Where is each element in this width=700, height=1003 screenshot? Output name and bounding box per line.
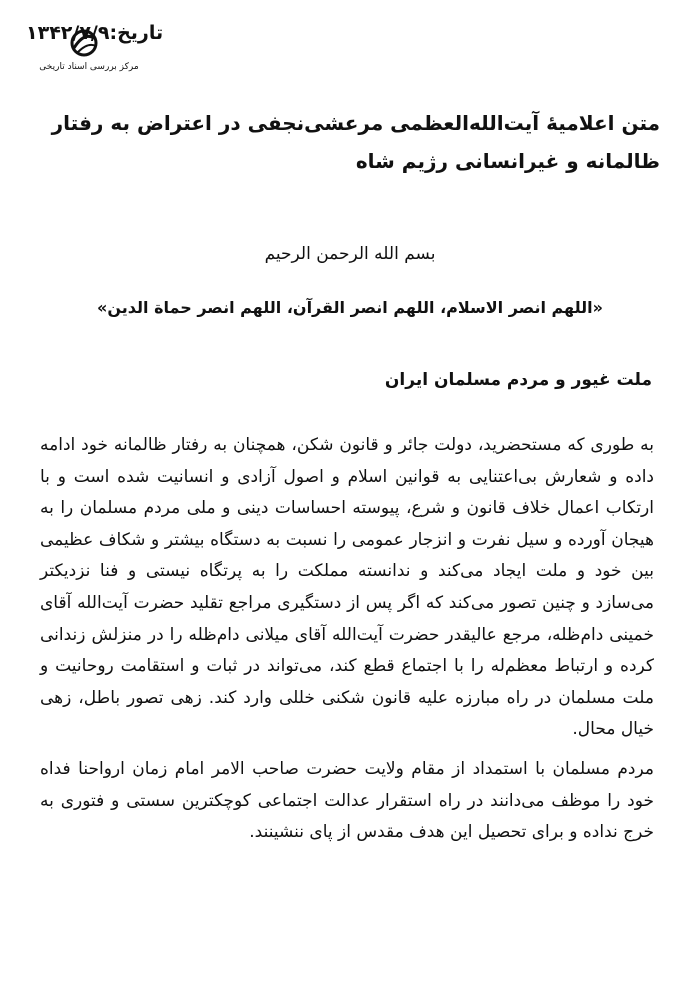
archive-caption: مرکز بررسی اسناد تاریخی xyxy=(39,62,139,72)
document-title: متن اعلامیهٔ آیت‌الله‌العظمی مرعشی‌نجفی در اعتراض به رفتار ظالمانه و غیرانسانی رژیم شاه xyxy=(51,111,660,173)
salutation: ملت غیور و مردم مسلمان ایران xyxy=(384,370,652,390)
document-date: تاریخ:۱۳۴۲/۷/۹ xyxy=(26,22,164,44)
basmala: بسم الله الرحمن الرحیم xyxy=(264,244,436,264)
paragraph: به طوری که مستحضرید، دولت جائر و قانون شکن، همچنان به رفتار ظالمانه خود ادامه داده و شعارش بی‌اعتنایی به قوانین اسلام و اصول آزادی و انسانیت شده است و با ارتکاب اعمال خلاف قانون و شرع، پیوسته احساسات دینی و ملی مردم مسلمان را به هیجان آورده و سیل نفرت و انزجار عمومی را نسبت به دستگاه بیشتر و شکاف عظیمی بین خود و ملت ایجاد می‌کند و ندانسته مملکت را به پرتگاه نیستی و فنا نزدیکتر می‌سازد و چنین تصور می‌کند که اگر پس از دستگیری مراجع تقلید حضرت آیت‌الله آقای خمینی دام‌ظله، مرجع عالیقدر حضرت آیت‌الله آقای میلانی دام‌ظله را در منزلش زندانی کرده و ارتباط معظم‌له را با اجتماع قطع کند، می‌تواند در ثبات و استقامت روحانیت و ملت مسلمان در راه مبارزه علیه قانون شکنی خللی وارد کند. زهی تصور باطل، زهی خیال محال. xyxy=(40,435,654,740)
paragraph: مردم مسلمان با استمداد از مقام ولایت حضرت صاحب الامر امام زمان ارواحنا فداه خود را موظف می‌دانند در راه استقرار عدالت اجتماعی کوچکترین سستی و فتوری به خرج نداده و برای تحصیل این هدف مقدس از پای ننشینند. xyxy=(40,758,654,843)
archive-logo-icon xyxy=(64,28,104,58)
body-text xyxy=(40,430,654,849)
prayer-line: «اللهم انصر الاسلام، اللهم انصر القرآن، اللهم انصر حماة الدین» xyxy=(97,298,603,317)
